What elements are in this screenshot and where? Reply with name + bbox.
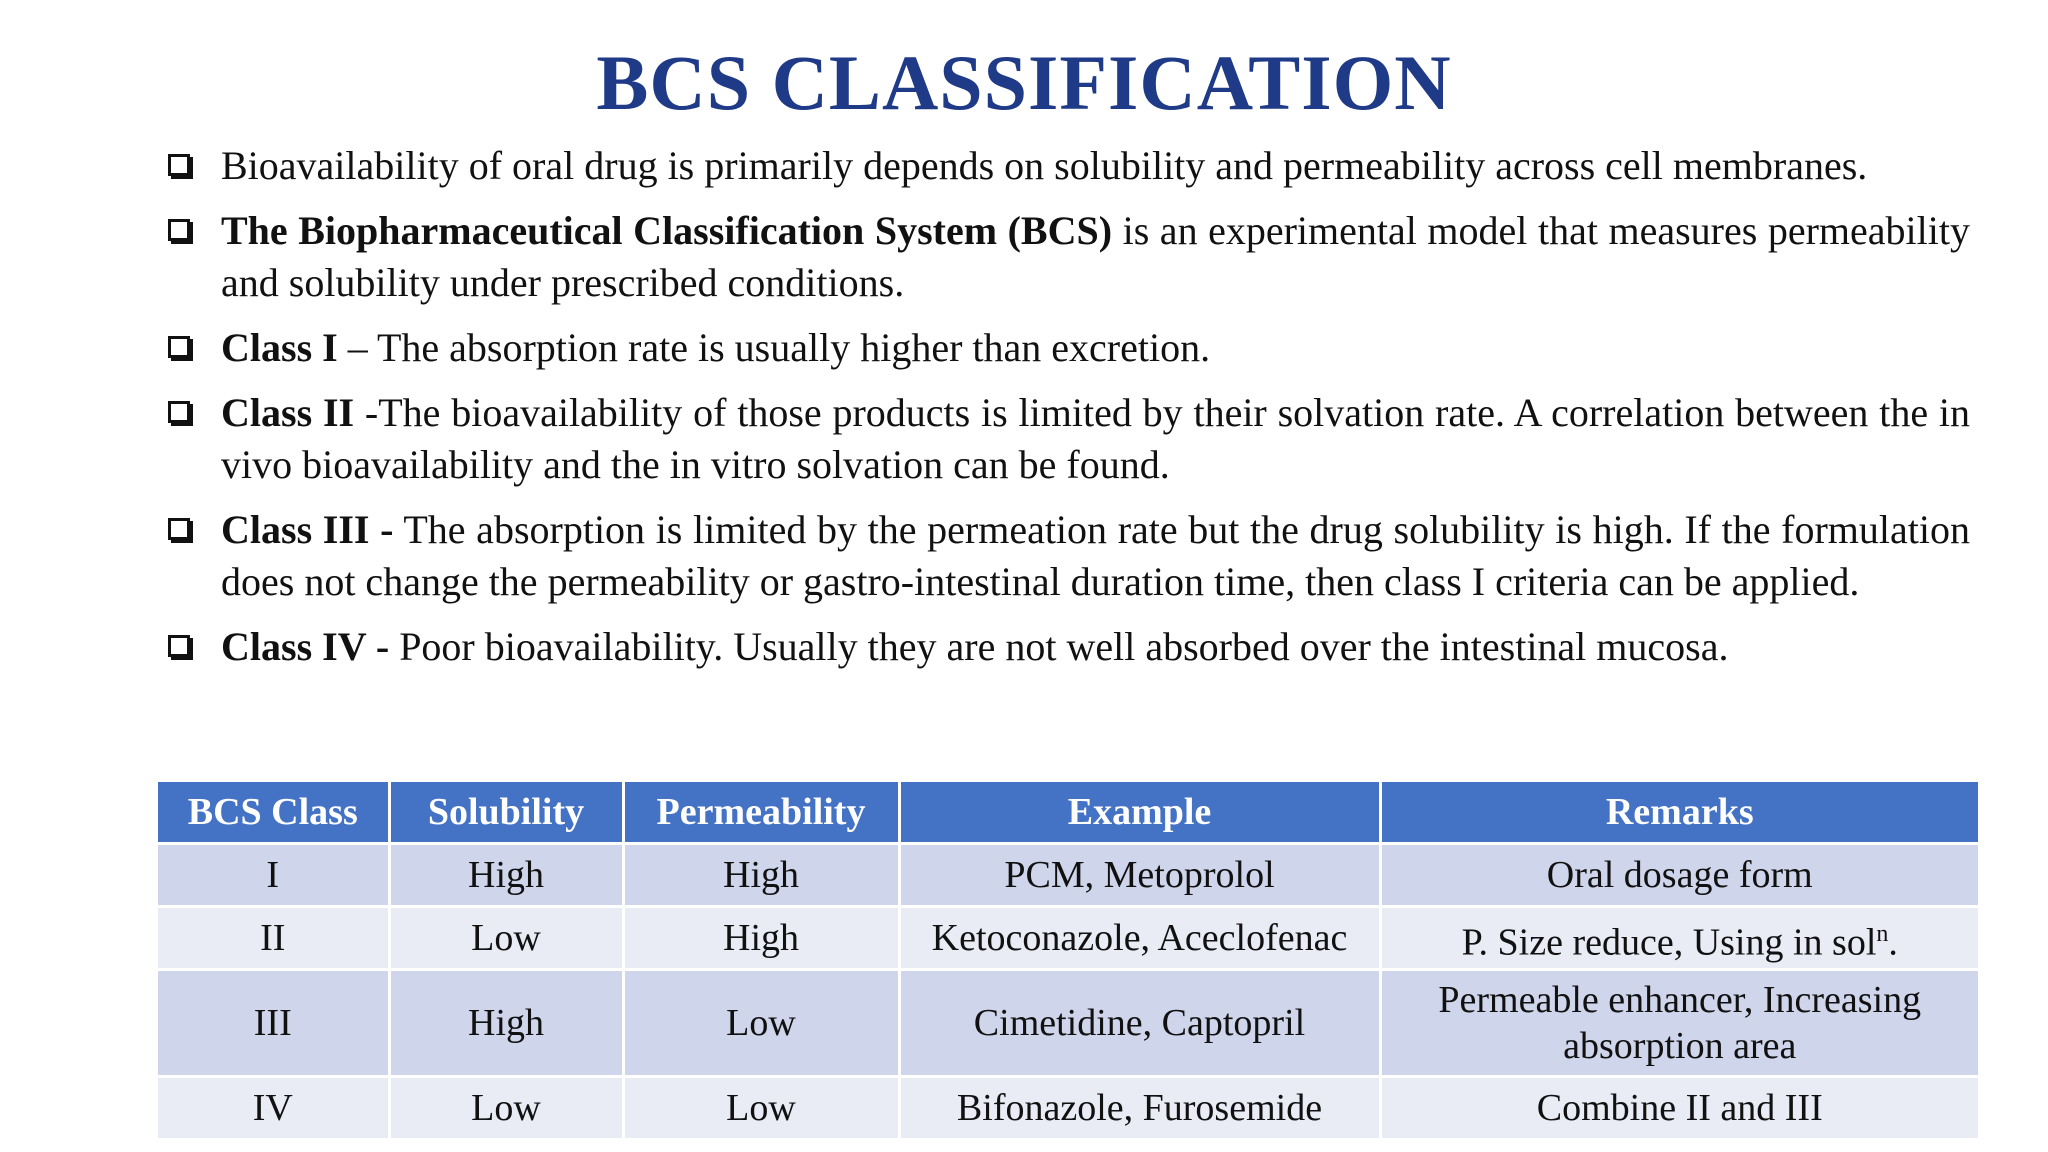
- cell-solubility: High: [389, 844, 623, 907]
- table-row: [158, 844, 1978, 907]
- cell-bcs-class: IV: [158, 1077, 389, 1140]
- bullet-text: Poor bioavailability. Usually they are not well absorbed over the intestinal mucosa.: [389, 624, 1729, 669]
- superscript-n: n: [1876, 920, 1889, 947]
- bcs-table: [158, 782, 1978, 1141]
- cell-solubility: High: [389, 970, 623, 1077]
- bullet-bold-text: Class II: [221, 390, 355, 435]
- remarks-suffix: .: [1888, 921, 1898, 964]
- slide-title: BCS CLASSIFICATION: [596, 39, 1452, 126]
- bullet-text: The absorption is limited by the permeation rate but the drug solubility is high. If the formulation does not change the permeability or gastro-intestinal duration time, then class I criteria can be applied.: [221, 507, 1970, 604]
- cell-remarks: Oral dosage form: [1380, 844, 1978, 907]
- checkbox-bullet-icon: [168, 336, 190, 358]
- column-header-remarks: Remarks: [1380, 782, 1978, 844]
- bullet-item: [160, 621, 1970, 673]
- table-header-row: [158, 782, 1978, 844]
- cell-example: Bifonazole, Furosemide: [899, 1077, 1380, 1140]
- bullet-item: [160, 387, 1970, 491]
- table-row: [158, 1077, 1978, 1140]
- checkbox-bullet-icon: [168, 401, 190, 423]
- checkbox-bullet-icon: [168, 154, 190, 176]
- remarks-text: P. Size reduce, Using in sol: [1461, 921, 1877, 964]
- bullet-text: Bioavailability of oral drug is primarily depends on solubility and permeability across cell membranes.: [221, 143, 1868, 188]
- cell-bcs-class: III: [158, 970, 389, 1077]
- cell-example: PCM, Metoprolol: [899, 844, 1380, 907]
- cell-solubility: Low: [389, 1077, 623, 1140]
- checkbox-bullet-icon: [168, 518, 190, 540]
- cell-permeability: Low: [623, 970, 899, 1077]
- bullet-item: [160, 322, 1970, 374]
- column-header-bcs-class: BCS Class: [158, 782, 389, 844]
- bullet-text: -The bioavailability of those products is limited by their solvation rate. A correlation between the in vivo bioavailability and the in vitro solvation can be found.: [221, 390, 1970, 487]
- cell-permeability: Low: [623, 1077, 899, 1140]
- table-row: [158, 907, 1978, 970]
- checkbox-bullet-icon: [168, 635, 190, 657]
- bullet-item: [160, 140, 1970, 192]
- column-header-example: Example: [899, 782, 1380, 844]
- bullet-text: – The absorption rate is usually higher than excretion.: [337, 325, 1211, 370]
- table-row: [158, 970, 1978, 1077]
- bullet-item: [160, 205, 1970, 309]
- cell-remarks: [1380, 907, 1978, 970]
- checkbox-bullet-icon: [168, 219, 190, 241]
- bullet-list: [160, 140, 1970, 686]
- cell-permeability: High: [623, 844, 899, 907]
- cell-remarks: Combine II and III: [1380, 1077, 1978, 1140]
- bullet-text: is an experimental model that measures permeability and solubility under prescribed conditions.: [221, 208, 1970, 305]
- cell-bcs-class: I: [158, 844, 389, 907]
- cell-permeability: High: [623, 907, 899, 970]
- bullet-item: [160, 504, 1970, 608]
- bullet-bold-text: The Biopharmaceutical Classification System (BCS): [221, 208, 1113, 253]
- bullet-bold-text: Class III -: [221, 507, 394, 552]
- cell-remarks: Permeable enhancer, Increasing absorption area: [1380, 970, 1978, 1077]
- cell-bcs-class: II: [158, 907, 389, 970]
- cell-example: Ketoconazole, Aceclofenac: [899, 907, 1380, 970]
- bullet-bold-text: Class I: [221, 325, 338, 370]
- bullet-bold-text: Class IV -: [221, 624, 390, 669]
- column-header-permeability: Permeability: [623, 782, 899, 844]
- cell-solubility: Low: [389, 907, 623, 970]
- column-header-solubility: Solubility: [389, 782, 623, 844]
- cell-example: Cimetidine, Captopril: [899, 970, 1380, 1077]
